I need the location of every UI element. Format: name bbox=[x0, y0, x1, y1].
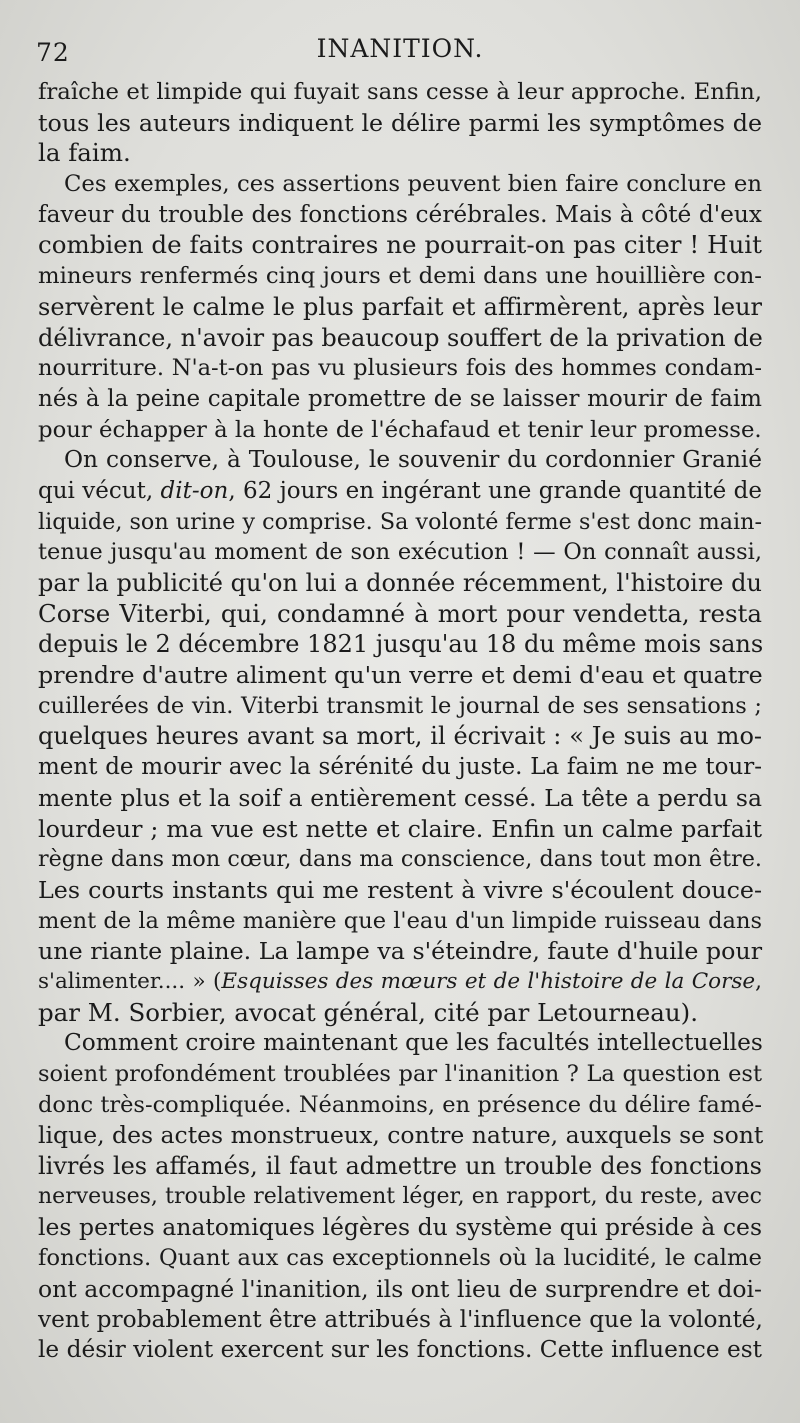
text-line: quelques heures avant sa mort, il écrivait : « Je suis au mo- bbox=[38, 722, 762, 751]
text-line: une riante plaine. La lampe va s'éteindre, faute d'huile pour bbox=[38, 937, 763, 966]
text-line: Comment croire maintenant que les facultés intellectuelles bbox=[64, 1029, 763, 1057]
text-line: lique, des actes monstrueux, contre nature, auxquels se sont bbox=[38, 1121, 764, 1150]
text-line: fonctions. Quant aux cas exceptionnels où la lucidité, le calme bbox=[38, 1245, 762, 1272]
text-line: cuillerées de vin. Viterbi transmit le journal de ses sensations ; bbox=[38, 692, 762, 719]
text-line: ment de la même manière que l'eau d'un limpide ruisseau dans bbox=[38, 907, 762, 934]
text-line: faveur du trouble des fonctions cérébrales. Mais à côté d'eux bbox=[38, 200, 762, 228]
text-line: règne dans mon cœur, dans ma conscience, dans tout mon être. bbox=[38, 846, 762, 873]
text-line: lourdeur ; ma vue est nette et claire. Enfin un calme parfait bbox=[38, 814, 762, 843]
text-line: par la publicité qu'on lui a donnée récemment, l'histoire du bbox=[38, 569, 762, 597]
text-line: ment de mourir avec la sérénité du juste. La faim ne me tour- bbox=[38, 754, 762, 781]
text-line: pour échapper à la honte de l'échafaud et tenir leur promesse. bbox=[38, 416, 762, 443]
text-line: soient profondément troublées par l'inanition ? La question est bbox=[38, 1061, 762, 1087]
text-line: nés à la peine capitale promettre de se laisser mourir de faim bbox=[38, 385, 762, 412]
text-line: Corse Viterbi, qui, condamné à mort pour vendetta, resta bbox=[38, 598, 762, 628]
text-line: mineurs renfermés cinq jours et demi dans une houillière con- bbox=[38, 263, 762, 290]
text-line: tenue jusqu'au moment de son exécution ! — On connaît aussi, bbox=[38, 539, 762, 566]
text-line: les pertes anatomiques légères du système qui préside à ces bbox=[38, 1213, 762, 1242]
text-line: vent probablement être attribués à l'influence que la volonté, bbox=[38, 1305, 763, 1333]
body-text bbox=[38, 77, 762, 1366]
text-line: Ces exemples, ces assertions peuvent bien faire conclure en bbox=[64, 171, 762, 198]
text-line: ont accompagné l'inanition, ils ont lieu de surprendre et doi- bbox=[38, 1274, 762, 1303]
text-line: prendre d'autre aliment qu'un verre et demi d'eau et quatre bbox=[38, 661, 763, 690]
running-title: INANITION. bbox=[316, 34, 484, 63]
text-fragment: s'alimenter.... » ( bbox=[38, 968, 222, 994]
text-line: nerveuses, trouble relativement léger, en rapport, du reste, avec bbox=[38, 1183, 762, 1209]
text-line: depuis le 2 décembre 1821 jusqu'au 18 du même mois sans bbox=[38, 630, 764, 659]
text-line: servèrent le calme le plus parfait et affirmèrent, après leur bbox=[38, 292, 762, 321]
text-line: fraîche et limpide qui fuyait sans cesse à leur approche. Enfin, bbox=[38, 79, 762, 105]
text-line: la faim. bbox=[38, 138, 131, 168]
text-line: livrés les affamés, il faut admettre un trouble des fonctions bbox=[38, 1152, 762, 1181]
page-number: 72 bbox=[36, 38, 70, 67]
text-line: On conserve, à Toulouse, le souvenir du cordonnier Granié bbox=[64, 446, 762, 474]
italic-text: Esquisses des mœurs et de l'histoire de la Corse bbox=[221, 968, 756, 994]
text-line: donc très-compliquée. Néanmoins, en présence du délire famé- bbox=[38, 1091, 762, 1118]
text-line: tous les auteurs indiquent le délire parmi les symptômes de bbox=[38, 108, 762, 137]
text-line: nourriture. N'a-t-on pas vu plusieurs fois des hommes condam- bbox=[38, 355, 762, 382]
text-line: combien de faits contraires ne pourrait-on pas citer ! Huit bbox=[38, 230, 762, 260]
text-line bbox=[38, 476, 762, 507]
text-line: par M. Sorbier, avocat général, cité par Letourneau). bbox=[38, 997, 699, 1027]
text-line: liquide, son urine y comprise. Sa volonté ferme s'est donc main- bbox=[38, 508, 762, 535]
page-header bbox=[0, 30, 800, 70]
text-fragment: , bbox=[755, 968, 762, 994]
text-line bbox=[38, 967, 762, 998]
italic-text: dit-on bbox=[160, 477, 229, 504]
text-line: Les courts instants qui me restent à vivre s'écoulent douce- bbox=[38, 875, 762, 904]
text-line: le désir violent exercent sur les fonctions. Cette influence est bbox=[38, 1336, 763, 1364]
text-fragment: , 62 jours en ingérant une grande quantité de bbox=[228, 477, 762, 504]
text-line: délivrance, n'avoir pas beaucoup souffert de la privation de bbox=[38, 323, 763, 352]
text-line: mente plus et la soif a entièrement cessé. La tête a perdu sa bbox=[38, 783, 762, 812]
text-fragment: qui vécut, bbox=[38, 477, 161, 504]
